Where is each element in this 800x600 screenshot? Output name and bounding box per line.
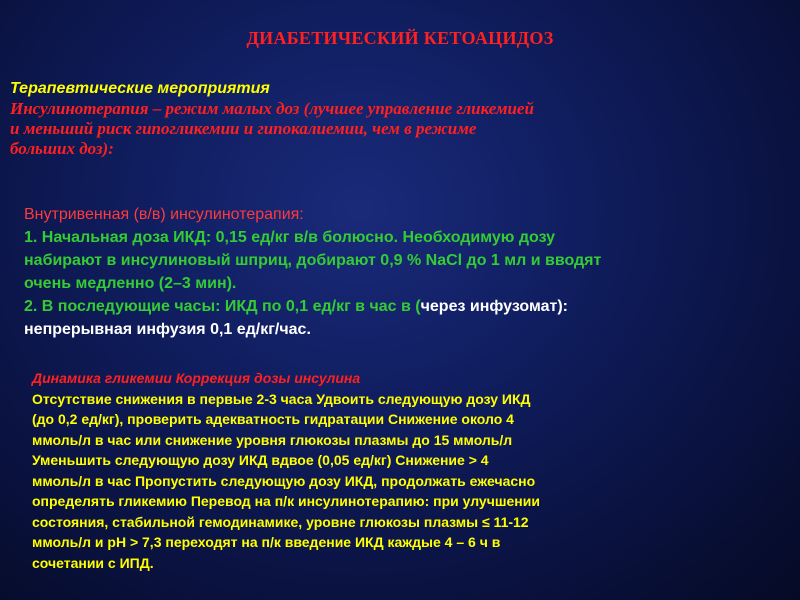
- iv-line-4-start: 2. В последующие часы: ИКД по 0,1 ед/кг в час в (: [24, 298, 421, 315]
- therapy-subheading: Терапевтические мероприятия: [10, 80, 270, 97]
- iv-heading: Внутривенная (в/в) инсулинотерапия:: [24, 206, 304, 223]
- iv-line-1: 1. Начальная доза ИКД: 0,15 ед/кг в/в болюсно. Необходимую дозу: [24, 229, 556, 246]
- intro-line-2: и меньший риск гипогликемии и гипокалиемии, чем в режиме: [10, 119, 477, 138]
- dynamics-line: Отсутствие снижения в первые 2-3 часа Удвоить следующую дозу ИКД: [32, 390, 531, 407]
- dynamics-line: ммоль/л и рН > 7,3 переходят на п/к введение ИКД каждые 4 – 6 ч в: [32, 534, 501, 550]
- dynamics-block: [32, 368, 792, 573]
- intro-line-1: Инсулинотерапия – режим малых доз (лучшее управление гликемией: [10, 99, 534, 118]
- iv-line-3: очень медленно (2–3 мин).: [24, 275, 237, 292]
- dynamics-line: сочетании с ИПД.: [32, 554, 154, 571]
- iv-line-2: набирают в инсулиновый шприц, добирают 0,9 % NaCl до 1 мл и вводят: [24, 252, 602, 269]
- dynamics-line: (до 0,2 ед/кг), проверить адекватность гидратации Снижение около 4: [32, 411, 514, 427]
- dynamics-line: состояния, стабильной гемодинамике, уровне глюкозы плазмы ≤ 11-12: [32, 513, 529, 530]
- dynamics-line: Уменьшить следующую дозу ИКД вдвое (0,05 ед/кг) Снижение > 4: [32, 452, 489, 468]
- dynamics-line: ммоль/л в час или снижение уровня глюкозы плазмы до 15 ммоль/л: [32, 431, 513, 448]
- iv-line-4: [24, 295, 794, 318]
- iv-line-4-end: через инфузомат):: [420, 298, 568, 315]
- slide-title: ДИАБЕТИЧЕСКИЙ КЕТОАЦИДОЗ: [246, 28, 554, 48]
- dynamics-line: определять гликемию Перевод на п/к инсулинотерапию: при улучшении: [32, 493, 540, 509]
- intro-block: [10, 79, 795, 159]
- iv-line-5: непрерывная инфузия 0,1 ед/кг/час.: [24, 321, 311, 338]
- dynamics-heading: Динамика гликемии Коррекция дозы инсулина: [32, 370, 361, 386]
- iv-insulin-block: [24, 203, 794, 341]
- dynamics-line: ммоль/л в час Пропустить следующую дозу ИКД, продолжать ежечасно: [32, 472, 536, 489]
- intro-line-3: больших доз):: [10, 139, 114, 158]
